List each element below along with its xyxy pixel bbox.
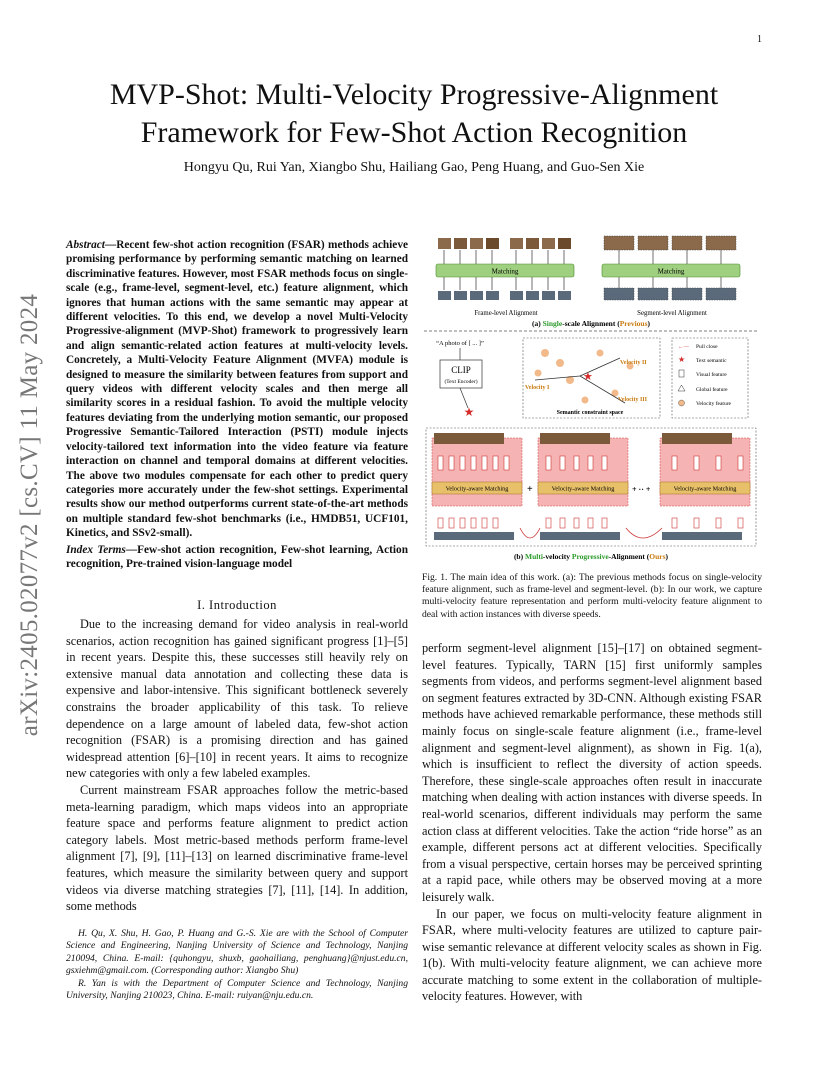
author-list: Hongyu Qu, Rui Yan, Xiangbo Shu, Hailiang Gao, Peng Huang, and Guo-Sen Xie — [183, 160, 645, 175]
velocity-aware-matching-3: Velocity-aware Matching — [673, 485, 737, 493]
abstract — [66, 238, 408, 541]
text-semantic-star: ★ — [463, 405, 475, 419]
footnote-affiliation-2: R. Yan is with the Department of Computer Science and Technology, Nanjing University, Nanjing 210023, China. E-mail: ruiyan@nju.edu.cn. — [66, 977, 408, 1002]
clip-label: CLIP — [451, 365, 471, 375]
segment-thumbnails-top-right — [604, 236, 736, 250]
abstract-label: Abstract — [66, 239, 105, 251]
semantic-space-label: Semantic constraint space — [556, 410, 624, 416]
velocity-aware-matching-1: Velocity-aware Matching — [445, 485, 509, 493]
page-number: 1 — [757, 34, 762, 45]
velocity-1-label: Velocity I — [525, 385, 550, 391]
subfigure-a-caption: (a) Single-scale Alignment (Previous) — [532, 319, 650, 328]
section-heading: I. Introduction — [197, 598, 277, 612]
segment-level-label: Segment-level Alignment — [637, 310, 707, 317]
title-line-1: MVP-Shot: Multi-Velocity Progressive-Alignment — [109, 78, 719, 111]
intro-paragraph-2: Current mainstream FSAR approaches follow the metric-based meta-learning paradigm, which maps videos into an appropriate feature space and performs feature alignment to predict action category labels. Most metric-based methods perform frame-level alignment [7], [9], [11]–[13] on learned discriminative frame-level features, which measure the similarity between query and support videos via diverse matching strategies [7], [11], [14]. In addition, some methods — [66, 782, 408, 914]
intro-text — [66, 616, 408, 915]
index-terms-text: —Few-shot action recognition, Few-shot learning, Action recognition, Pre-trained vision-language model — [66, 544, 408, 571]
arxiv-stamp: arXiv:2405.02077v2 [cs.CV] 11 May 2024 — [16, 293, 43, 737]
right-paragraph-2: In our paper, we focus on multi-velocity feature alignment in FSAR, where multi-velocity features are utilized to capture pair-wise semantic relevance at different velocity scales as shown in Fig. 1(b). With multi-velocity feature alignment, we can achieve more accurate matching to some extent in the collaboration of multiple-velocity features. However, with — [422, 906, 762, 1004]
matching-label-left: Matching — [491, 267, 519, 276]
velocity-3-label: Velocity III — [618, 397, 647, 403]
figure-1 — [420, 228, 762, 568]
matching-label-right: Matching — [657, 267, 685, 276]
title-line-2: Framework for Few-Shot Action Recognition — [140, 116, 688, 149]
legend-text-semantic: Text semantic — [696, 358, 727, 364]
velocity-aware-matching-2: Velocity-aware Matching — [551, 485, 615, 493]
frame-thumbnails-top-left — [438, 238, 571, 249]
index-terms-label: Index Terms — [66, 544, 126, 556]
semantic-star: ★ — [583, 371, 593, 383]
footnotes — [66, 928, 408, 1002]
legend-velocity-feature: Velocity feature — [696, 401, 731, 407]
footnote-affiliation-1: H. Qu, X. Shu, H. Gao, P. Huang and G.-S. Xie are with the School of Computer Science and Engineering, Nanjing University of Science and Technology, Nanjing 210094, China. E-mail: {quhongyu, shuxb, gaohailiang, penghuang}@njust.edu.cn, gsxiehm@gmail.com. (Corresponding author: Xiangbo Shu) — [66, 928, 408, 977]
index-terms — [66, 543, 408, 572]
svg-text:+ ·· +: + ·· + — [632, 485, 651, 494]
svg-text:←—: ←— — [678, 344, 689, 350]
legend-pull-close: Pull close — [696, 344, 718, 350]
svg-text:+: + — [527, 484, 533, 495]
right-column-text — [422, 640, 762, 1005]
right-paragraph-1: perform segment-level alignment [15]–[17] on obtained segment-level features. Typically, TARN [15] first uniformly samples segments from videos, and performs segment-level alignment based on segment features extracted by 3D-CNN. Although existing FSAR methods have achieved remarkable performance, these methods still mainly focus on single-scale feature alignment (i.e., frame-level alignment and segment-level alignment), as shown in Fig. 1(a), which is insufficient to reflect the diversity of action speeds. Therefore, these single-scale approaches often result in inaccurate matching when dealing with action instances with diverse speeds. In real-world scenarios, different individuals may perform the same action class at different velocities. Take the action “ride horse” as an example, different persons act at different velocities. Specifically from a visual perspective, certain horses may be perceived sprinting at a rapid pace, while others may be observed moving at a more leisurely walk. — [422, 641, 762, 904]
legend-global-feature: Global feature — [696, 387, 728, 393]
frame-thumbnails-bottom-left — [438, 291, 571, 300]
subfigure-b-caption: (b) Multi-velocity Progressive-Alignment (Ours) — [513, 552, 669, 561]
abstract-text: —Recent few-shot action recognition (FSAR) methods achieve promising performance by performing semantic matching on learned discriminative features. However, most FSAR methods focus on single-scale (e.g., frame-level, segment-level, etc.) feature alignment, which ignores that human actions with the same semantic may appear at different velocities. To this end, we develop a novel Multi-Velocity Progressive-alignment (MVP-Shot) framework to progressively learn and align semantic-related action features at multi-velocity levels. Concretely, a Multi-Velocity Feature Alignment (MVFA) module is designed to measure the similarity between features from support and query videos with different velocity scales and then merge all similarity scores in a residual fashion. To avoid the multiple velocity features deviating from the underlying motion semantic, our proposed Progressive Semantic-Tailored Interaction (PSTI) module injects velocity-tailored text information into the video feature via feature interaction on channel and temporal domains at different velocities. The above two modules compensate for each other to predict query categories more accurately under the few-shot settings. Experimental results show our method outperforms current state-of-the-art methods on multiple standard few-shot benchmarks (i.e., HMDB51, UCF101, Kinetics, and SSv2-small). — [66, 239, 408, 540]
svg-text:★: ★ — [678, 355, 686, 364]
prompt-text: “A photo of [ ... ]” — [436, 340, 484, 347]
frame-level-label: Frame-level Alignment — [474, 310, 538, 317]
paper-title — [60, 76, 768, 152]
segment-thumbnails-bottom-right — [604, 288, 736, 300]
intro-paragraph-1: Due to the increasing demand for video analysis in real-world scenarios, action recognition has gained significant progress [1]–[5] in recent years. Despite this, these successes still heavily rely on extensive manual data annotation and collecting these data is expensive and labor-intensive. This significant bottleneck severely constrains the broader applicability of this task. To relieve dependence on a large amount of labeled data, few-shot action recognition (FSAR) is a promising direction and has gained widespread attention [6]–[10] in recent years. It aims to recognize new categories with only a few labeled examples. — [66, 617, 408, 781]
velocity-2-label: Velocity II — [620, 360, 647, 366]
text-encoder-label: (Text Encoder) — [444, 379, 478, 385]
legend-visual-feature: Visual feature — [696, 372, 727, 378]
figure-caption: Fig. 1. The main idea of this work. (a): The previous methods focus on single-velocity feature alignment, such as frame-level and segment-level. (b): In our work, we capture multi-velocity feature representation and perform multi-velocity feature alignment to deal with action instances with diverse speeds. — [422, 572, 762, 620]
